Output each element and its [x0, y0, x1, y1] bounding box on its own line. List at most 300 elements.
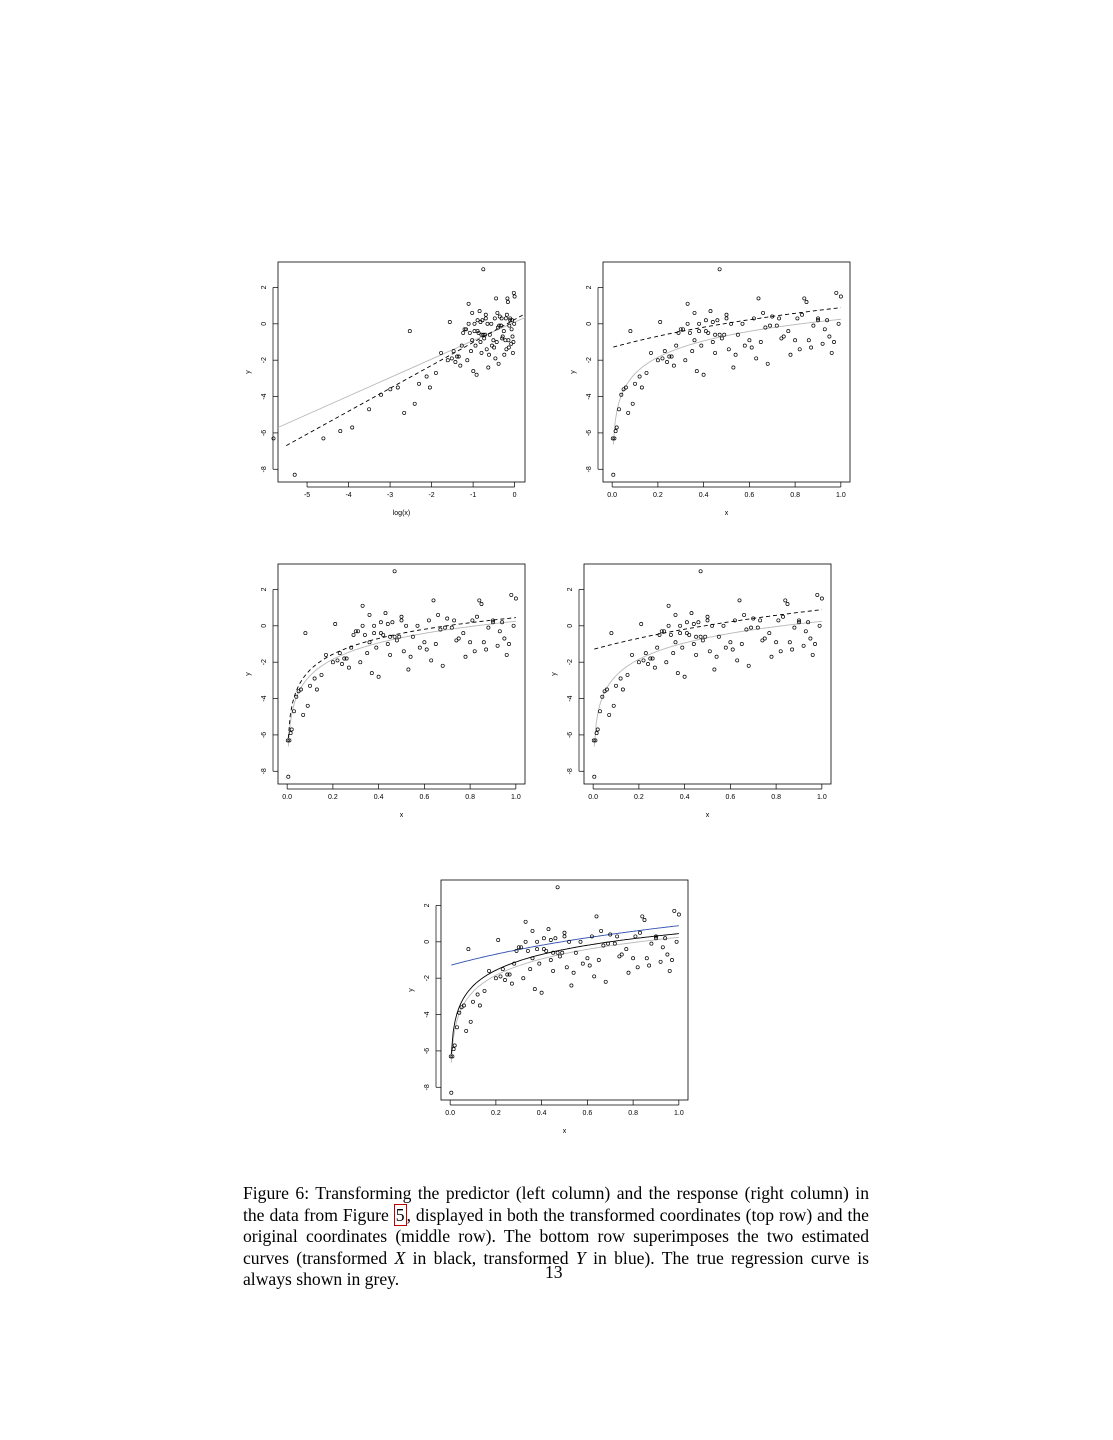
data-point — [672, 364, 675, 367]
data-point — [661, 357, 664, 360]
data-point — [610, 632, 613, 635]
data-point — [778, 317, 781, 320]
data-point — [345, 657, 348, 660]
data-point — [339, 430, 342, 433]
data-point — [761, 639, 764, 642]
data-point — [556, 886, 559, 889]
data-point — [467, 322, 470, 325]
data-point — [361, 604, 364, 607]
plot-frame — [278, 262, 525, 482]
caption-text-3: in black, transformed — [405, 1247, 576, 1268]
data-point — [702, 373, 705, 376]
data-point — [484, 317, 487, 320]
data-point — [681, 328, 684, 331]
data-point — [648, 964, 651, 967]
data-point — [645, 957, 648, 960]
data-point — [467, 948, 470, 951]
data-point — [466, 359, 469, 362]
data-point — [469, 350, 472, 353]
estimated-curve-dashed — [594, 610, 822, 649]
panel-middle-right — [546, 557, 846, 827]
data-point — [700, 344, 703, 347]
caption-var-x: X — [394, 1247, 406, 1268]
data-point — [632, 957, 635, 960]
plot-frame — [584, 564, 831, 784]
data-point — [701, 639, 704, 642]
data-point — [389, 388, 392, 391]
data-point — [402, 650, 405, 653]
data-point — [676, 672, 679, 675]
data-point — [787, 330, 790, 333]
y-tick-label: -4 — [586, 393, 593, 400]
y-tick-label: 0 — [424, 939, 431, 944]
data-point — [740, 642, 743, 645]
x-tick-label: -4 — [345, 492, 352, 499]
data-point — [522, 977, 525, 980]
x-tick-label: 0.2 — [328, 794, 338, 801]
data-point — [709, 310, 712, 313]
data-point — [479, 340, 482, 343]
data-point — [508, 973, 511, 976]
x-tick-label: 0.8 — [771, 794, 781, 801]
data-point — [396, 386, 399, 389]
data-point — [636, 966, 639, 969]
data-point — [465, 1029, 468, 1032]
data-point — [695, 370, 698, 373]
data-point — [432, 599, 435, 602]
data-point — [533, 988, 536, 991]
true-regression-curve — [594, 621, 822, 746]
data-point — [483, 989, 486, 992]
data-point — [699, 570, 702, 573]
data-point — [706, 619, 709, 622]
data-point — [816, 593, 819, 596]
x-tick-label: 0.0 — [445, 1110, 456, 1117]
y-axis-label: y — [408, 988, 415, 992]
data-point — [393, 635, 396, 638]
data-point — [747, 664, 750, 667]
data-point — [512, 624, 515, 627]
data-point — [791, 648, 794, 651]
data-point — [777, 619, 780, 622]
x-tick-label: 1.0 — [510, 794, 521, 801]
data-point — [572, 971, 575, 974]
data-point — [662, 630, 665, 633]
data-point — [697, 621, 700, 624]
data-point — [734, 353, 737, 356]
data-point — [484, 313, 487, 316]
y-tick-label: -8 — [567, 768, 574, 775]
data-point — [293, 473, 296, 476]
data-point — [425, 375, 428, 378]
y-tick-label: 2 — [261, 587, 268, 592]
data-point — [425, 648, 428, 651]
data-point — [641, 915, 644, 918]
data-point — [375, 646, 378, 649]
data-point — [809, 637, 812, 640]
data-point — [716, 319, 719, 322]
data-point — [693, 339, 696, 342]
data-point — [389, 653, 392, 656]
data-point — [593, 975, 596, 978]
data-point — [590, 935, 593, 938]
data-point — [686, 322, 689, 325]
data-point — [487, 366, 490, 369]
data-point — [418, 646, 421, 649]
data-point — [807, 339, 810, 342]
data-point — [642, 659, 645, 662]
data-point — [407, 668, 410, 671]
x-axis-label: x — [705, 812, 710, 819]
data-point — [729, 641, 732, 644]
data-point — [510, 982, 513, 985]
data-point — [506, 297, 509, 300]
data-point — [510, 593, 513, 596]
data-point — [377, 675, 380, 678]
data-point — [692, 622, 695, 625]
data-point — [718, 268, 721, 271]
data-point — [685, 632, 688, 635]
data-point — [570, 984, 573, 987]
transformed-x-curve — [451, 934, 679, 1055]
page-number: 13 — [545, 1262, 563, 1282]
data-point — [672, 652, 675, 655]
x-tick-label: 0.6 — [582, 1110, 593, 1117]
data-point — [645, 371, 648, 374]
data-point — [563, 931, 566, 934]
x-tick-label: 0.2 — [634, 794, 644, 801]
data-point — [755, 357, 758, 360]
data-point — [501, 337, 504, 340]
data-point — [749, 626, 752, 629]
x-axis-label: x — [724, 510, 729, 517]
data-point — [549, 958, 552, 961]
data-point — [839, 295, 842, 298]
data-point — [634, 935, 637, 938]
data-point — [386, 642, 389, 645]
data-point — [670, 958, 673, 961]
data-point — [473, 322, 476, 325]
data-point — [373, 632, 376, 635]
data-point — [661, 946, 664, 949]
data-point — [593, 775, 596, 778]
data-point — [495, 297, 498, 300]
data-point — [673, 909, 676, 912]
data-point — [308, 684, 311, 687]
y-tick-label: 0 — [567, 623, 574, 628]
data-point — [467, 302, 470, 305]
data-point — [542, 948, 545, 951]
data-point — [690, 612, 693, 615]
data-point — [471, 619, 474, 622]
data-point — [500, 317, 503, 320]
data-point — [693, 311, 696, 314]
data-point — [704, 330, 707, 333]
y-axis-label: y — [245, 370, 252, 374]
x-tick-label: 0.4 — [536, 1110, 547, 1117]
data-point — [497, 362, 500, 365]
data-point — [638, 375, 641, 378]
data-point — [800, 313, 803, 316]
y-tick-label: -6 — [261, 429, 268, 437]
data-point — [828, 335, 831, 338]
data-point — [692, 642, 695, 645]
data-point — [743, 613, 746, 616]
data-point — [608, 713, 611, 716]
y-axis-label: y — [570, 370, 577, 374]
data-point — [485, 648, 488, 651]
data-point — [679, 624, 682, 627]
data-point — [667, 604, 670, 607]
data-point — [359, 661, 362, 664]
data-point — [656, 646, 659, 649]
data-point — [448, 320, 451, 323]
figure-reference-link[interactable]: 5 — [395, 1204, 405, 1225]
data-point — [803, 297, 806, 300]
panel-bottom — [403, 873, 703, 1143]
data-point — [511, 335, 514, 338]
y-tick-label: -6 — [586, 429, 593, 437]
data-point — [741, 322, 744, 325]
y-tick-label: -2 — [424, 975, 431, 982]
data-point — [494, 357, 497, 360]
data-point — [540, 991, 543, 994]
data-point — [450, 1091, 453, 1094]
data-point — [352, 633, 355, 636]
data-point — [324, 653, 327, 656]
data-point — [715, 655, 718, 658]
data-point — [370, 672, 373, 675]
data-point — [409, 655, 412, 658]
data-point — [781, 615, 784, 618]
data-point — [666, 953, 669, 956]
data-point — [452, 350, 455, 353]
data-point — [750, 346, 753, 349]
x-tick-label: 0.8 — [628, 1110, 638, 1117]
data-point — [718, 333, 721, 336]
data-point — [780, 337, 783, 340]
y-axis-label: y — [245, 672, 252, 676]
plot-frame — [441, 880, 688, 1100]
y-tick-label: -2 — [567, 659, 574, 666]
data-point — [725, 317, 728, 320]
data-point — [322, 437, 325, 440]
data-point — [596, 728, 599, 731]
x-tick-label: 0.0 — [588, 794, 599, 801]
data-point — [379, 621, 382, 624]
data-point — [478, 599, 481, 602]
data-point — [363, 633, 366, 636]
data-point — [471, 1000, 474, 1003]
data-point — [837, 322, 840, 325]
data-point — [713, 668, 716, 671]
data-point — [379, 632, 382, 635]
data-point — [505, 313, 508, 316]
data-point — [663, 350, 666, 353]
caption-var-y: Y — [575, 1247, 586, 1268]
data-point — [526, 949, 529, 952]
data-point — [665, 360, 668, 363]
plot-frame — [603, 262, 850, 482]
data-point — [423, 641, 426, 644]
data-point — [812, 324, 815, 327]
data-point — [496, 311, 499, 314]
data-point — [581, 962, 584, 965]
true-regression-curve — [278, 318, 525, 428]
data-point — [630, 653, 633, 656]
data-point — [454, 360, 457, 363]
data-point — [675, 344, 678, 347]
x-tick-label: 0.6 — [725, 794, 736, 801]
y-tick-label: 0 — [261, 321, 268, 326]
data-point — [416, 624, 419, 627]
data-point — [497, 938, 500, 941]
estimated-curve-dashed — [613, 308, 841, 347]
data-point — [762, 311, 765, 314]
data-point — [315, 688, 318, 691]
x-axis-label: log(x) — [392, 510, 411, 517]
data-point — [356, 630, 359, 633]
data-point — [478, 1004, 481, 1007]
data-point — [686, 302, 689, 305]
data-point — [789, 353, 792, 356]
y-tick-label: -8 — [424, 1084, 431, 1091]
data-point — [510, 328, 513, 331]
data-point — [720, 337, 723, 340]
data-point — [373, 624, 376, 627]
data-point — [434, 371, 437, 374]
data-point — [487, 626, 490, 629]
data-point — [492, 339, 495, 342]
y-tick-label: 0 — [586, 321, 593, 326]
data-point — [361, 624, 364, 627]
data-point — [531, 929, 534, 932]
data-point — [679, 632, 682, 635]
data-point — [498, 630, 501, 633]
data-point — [474, 344, 477, 347]
y-tick-label: -6 — [567, 731, 574, 739]
y-tick-label: -8 — [261, 466, 268, 473]
data-point — [724, 646, 727, 649]
data-point — [563, 935, 566, 938]
y-tick-label: -4 — [424, 1011, 431, 1018]
data-point — [830, 351, 833, 354]
data-point — [459, 364, 462, 367]
data-point — [656, 359, 659, 362]
data-point — [504, 317, 507, 320]
data-point — [804, 630, 807, 633]
data-point — [400, 615, 403, 618]
data-point — [476, 993, 479, 996]
data-point — [732, 366, 735, 369]
data-point — [766, 362, 769, 365]
data-point — [507, 642, 510, 645]
caption-text-1: Figure 6: Transforming the predictor (left column) and the response (right column) in the data from Figure — [243, 1183, 869, 1225]
data-point — [629, 330, 632, 333]
data-point — [502, 330, 505, 333]
y-tick-label: -6 — [424, 1047, 431, 1055]
y-tick-label: -6 — [261, 731, 268, 739]
data-point — [453, 1044, 456, 1047]
data-point — [600, 929, 603, 932]
data-point — [651, 657, 654, 660]
data-point — [507, 346, 510, 349]
data-point — [595, 915, 598, 918]
data-point — [691, 350, 694, 353]
y-tick-label: -2 — [586, 357, 593, 364]
data-point — [499, 975, 502, 978]
data-point — [351, 426, 354, 429]
data-point — [685, 621, 688, 624]
data-point — [711, 320, 714, 323]
data-point — [473, 650, 476, 653]
data-point — [798, 348, 801, 351]
data-point — [272, 437, 275, 440]
x-tick-label: 1.0 — [816, 794, 827, 801]
true-regression-curve — [613, 319, 841, 444]
data-point — [757, 297, 760, 300]
data-point — [615, 426, 618, 429]
data-point — [775, 641, 778, 644]
data-point — [768, 632, 771, 635]
data-point — [670, 355, 673, 358]
data-point — [336, 659, 339, 662]
data-point — [462, 331, 465, 334]
data-point — [786, 602, 789, 605]
x-axis-label: x — [399, 812, 404, 819]
data-point — [480, 602, 483, 605]
true-regression-curve — [288, 621, 516, 746]
data-point — [695, 653, 698, 656]
x-axis-label: x — [562, 1128, 567, 1135]
data-point — [480, 351, 483, 354]
x-tick-label: 0.0 — [282, 794, 293, 801]
data-point — [604, 980, 607, 983]
data-point — [306, 704, 309, 707]
data-point — [675, 940, 678, 943]
data-point — [650, 942, 653, 945]
caption-text-2: , displayed in both the transformed coordinates (top row) and the original coordinates (middle row). The bottom row superimposes the two estimated curves (transformed — [243, 1204, 869, 1268]
data-point — [473, 330, 476, 333]
y-tick-label: -8 — [586, 466, 593, 473]
data-point — [446, 617, 449, 620]
data-point — [625, 948, 628, 951]
data-point — [699, 635, 702, 638]
data-point — [513, 295, 516, 298]
data-point — [617, 408, 620, 411]
data-point — [665, 661, 668, 664]
data-point — [441, 664, 444, 667]
data-point — [552, 969, 555, 972]
data-point — [403, 411, 406, 414]
data-point — [386, 622, 389, 625]
x-tick-label: 0.6 — [744, 492, 755, 499]
data-point — [482, 641, 485, 644]
data-point — [725, 313, 728, 316]
data-point — [469, 641, 472, 644]
x-tick-label: -2 — [428, 492, 435, 499]
data-point — [821, 342, 824, 345]
data-point — [794, 339, 797, 342]
data-point — [669, 633, 672, 636]
data-point — [302, 713, 305, 716]
panel-middle-left — [240, 557, 540, 827]
data-point — [400, 619, 403, 622]
data-point — [714, 351, 717, 354]
x-tick-label: 1.0 — [835, 492, 846, 499]
data-point — [475, 373, 478, 376]
panel-top-right — [565, 255, 865, 525]
